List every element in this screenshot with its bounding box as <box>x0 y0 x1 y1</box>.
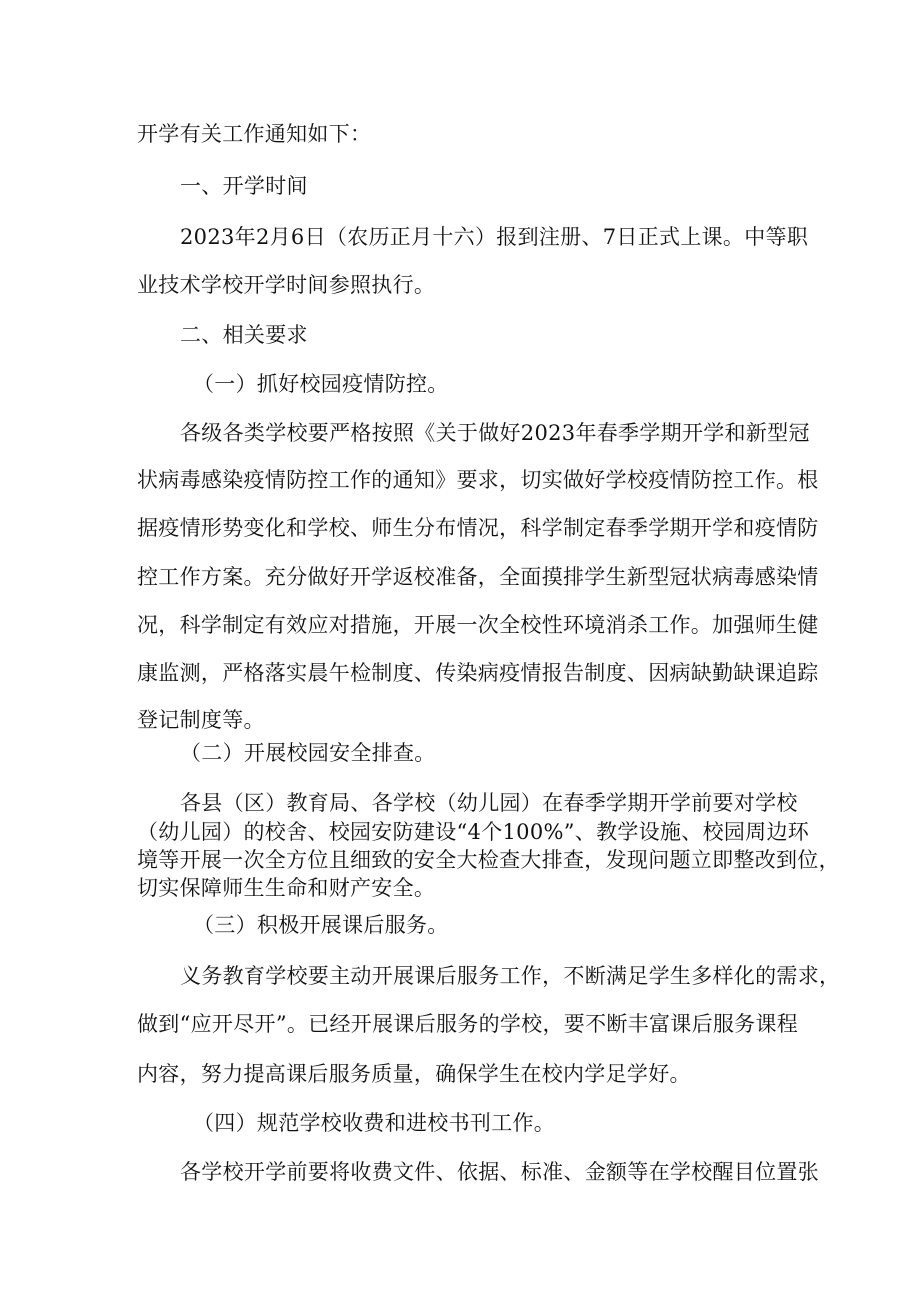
section-heading-1: 一、开学时间 <box>180 174 308 198</box>
subsection-heading-1: （一）抓好校园疫情防控。 <box>193 372 449 396</box>
subsection-heading-2: （二）开展校园安全排查。 <box>180 741 436 765</box>
paragraph-line: 内容，努力提高课后服务质量，确保学生在校内学足学好。 <box>137 1062 691 1086</box>
intro-line: 开学有关工作通知如下： <box>137 122 372 146</box>
paragraph-line: 况，科学制定有效应对措施，开展一次全校性环境消杀工作。加强师生健 <box>137 613 819 637</box>
paragraph-line: 业技术学校开学时间参照执行。 <box>137 273 436 297</box>
paragraph-line: 登记制度等。 <box>137 708 265 732</box>
paragraph-line: 据疫情形势变化和学校、师生分布情况，科学制定春季学期开学和疫情防 <box>137 516 819 540</box>
paragraph-line: 各县（区）教育局、各学校（幼儿园）在春季学期开学前要对学校 <box>180 791 798 815</box>
paragraph-line: （幼儿园）的校舍、校园安防建设“4个100%”、教学设施、校园周边环 <box>137 820 810 844</box>
subsection-heading-4: （四）规范学校收费和进校书刊工作。 <box>193 1111 556 1135</box>
paragraph-line: 状病毒感染疫情防控工作的通知》要求，切实做好学校疫情防控工作。根 <box>137 468 819 492</box>
paragraph-line: 义务教育学校要主动开展课后服务工作，不断满足学生多样化的需求， <box>180 964 841 988</box>
section-heading-2: 二、相关要求 <box>180 323 308 347</box>
paragraph-line: 康监测，严格落实晨午检制度、传染病疫情报告制度、因病缺勤缺课追踪 <box>137 661 819 685</box>
paragraph-line: 做到“应开尽开”。已经开展课后服务的学校，要不断丰富课后服务课程 <box>137 1012 799 1036</box>
paragraph-line: 境等开展一次全方位且细致的安全大检查大排查，发现问题立即整改到位， <box>137 848 840 872</box>
paragraph-line: 控工作方案。充分做好开学返校准备，全面摸排学生新型冠状病毒感染情 <box>137 565 819 589</box>
paragraph-line: 各级各类学校要严格按照《关于做好2023年春季学期开学和新型冠 <box>180 421 810 445</box>
paragraph-line: 切实保障师生生命和财产安全。 <box>137 876 436 900</box>
subsection-heading-3: （三）积极开展课后服务。 <box>193 913 449 937</box>
paragraph-line: 各学校开学前要将收费文件、依据、标准、金额等在学校醒目位置张 <box>180 1160 819 1184</box>
paragraph-line: 2023年2月6日（农历正月十六）报到注册、7日正式上课。中等职 <box>180 225 809 249</box>
